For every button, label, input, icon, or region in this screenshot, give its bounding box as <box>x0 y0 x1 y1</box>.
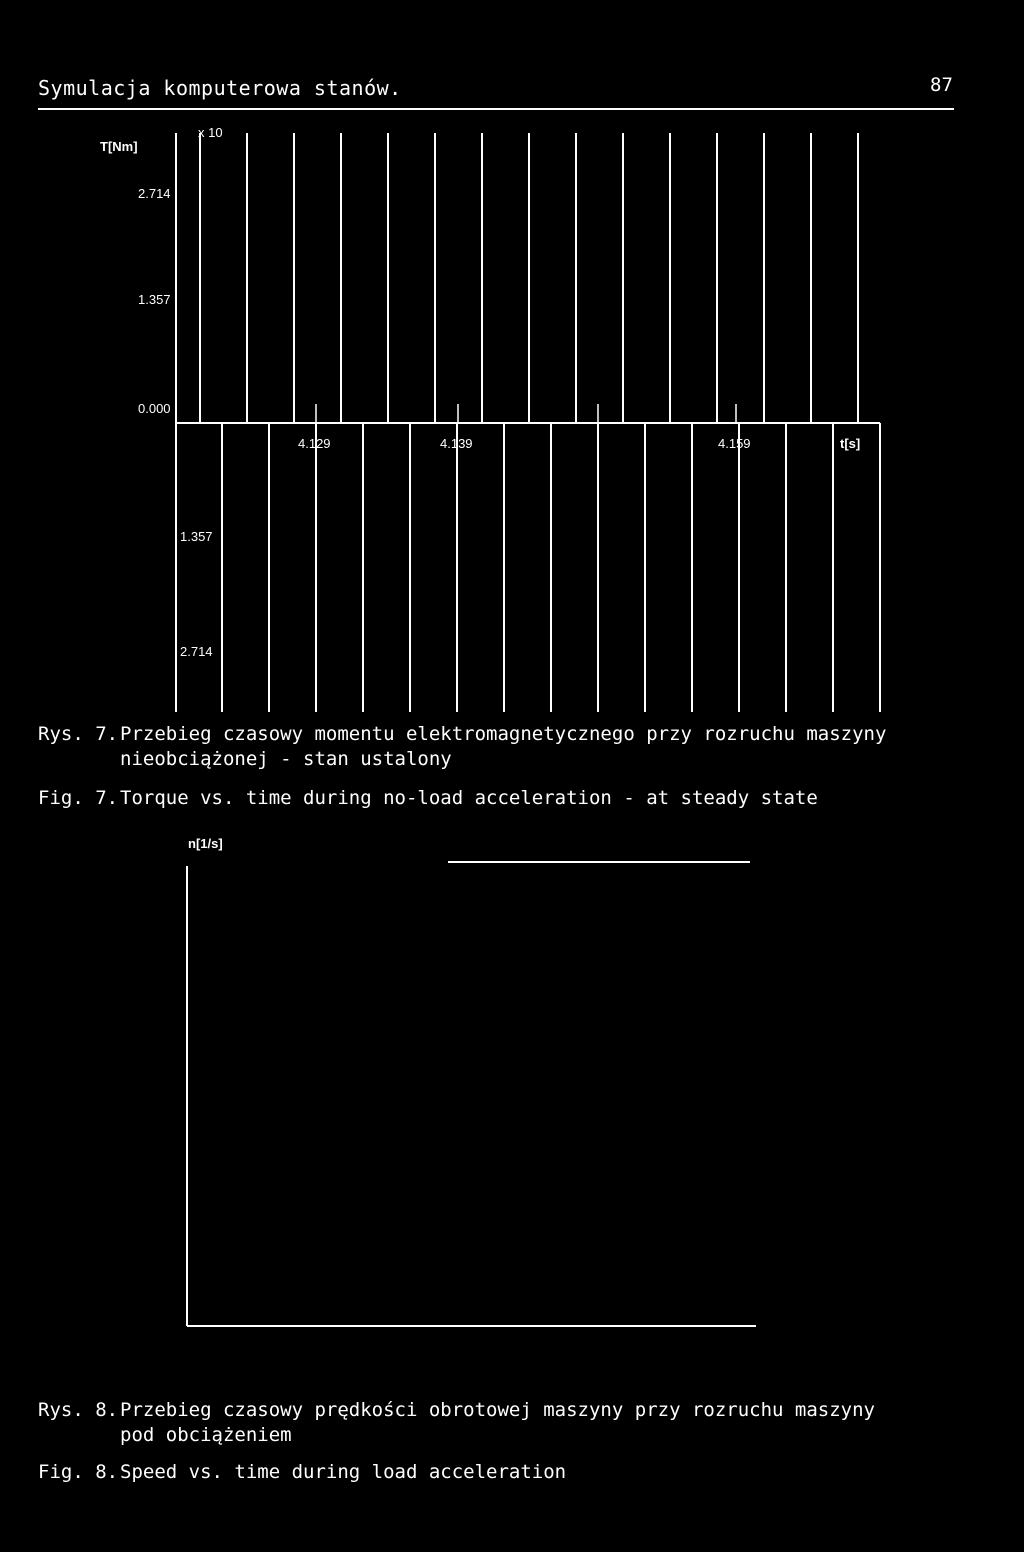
torque-scale-label: x 10 <box>198 125 223 140</box>
figure-7-caption-pl-line1: Przebieg czasowy momentu elektromagnetycznego przy rozruchu maszyny <box>120 723 887 745</box>
figure-7-label-pl: Rys. 7. <box>38 723 119 745</box>
x-tick-label: 4.159 <box>718 436 751 451</box>
x-tick-label: 4.139 <box>440 436 473 451</box>
y-tick-label: 1.357 <box>138 292 171 307</box>
y-tick-label: 2.714 <box>180 644 213 659</box>
figure-8-caption-pl-line2: pod obciążeniem <box>120 1424 292 1446</box>
y-tick-label: 2.714 <box>138 186 171 201</box>
figure-8-caption-pl-line1: Przebieg czasowy prędkości obrotowej maszyny przy rozruchu maszyny <box>120 1399 875 1421</box>
figure-7-caption-en: Torque vs. time during no-load acceleration - at steady state <box>120 787 818 809</box>
figure-7-label-en: Fig. 7. <box>38 787 119 809</box>
running-title: Symulacja komputerowa stanów. <box>38 76 402 100</box>
y-tick-label: 0.000 <box>138 401 171 416</box>
y-tick-label: 1.357 <box>180 529 213 544</box>
figure-7-caption-pl-line2: nieobciążonej - stan ustalony <box>120 748 452 770</box>
x-tick-label: 4.129 <box>298 436 331 451</box>
figure-8-caption <box>0 1398 1024 1488</box>
page-number: 87 <box>930 74 953 96</box>
torque-y-axis-title: T[Nm] <box>100 139 138 154</box>
figure-8-label-en: Fig. 8. <box>38 1461 119 1483</box>
torque-x-axis-title: t[s] <box>840 436 861 451</box>
figure-8-caption-en: Speed vs. time during load acceleration <box>120 1461 567 1483</box>
figure-8-label-pl: Rys. 8. <box>38 1399 119 1421</box>
speed-y-axis-title: n[1/s] <box>188 836 223 851</box>
